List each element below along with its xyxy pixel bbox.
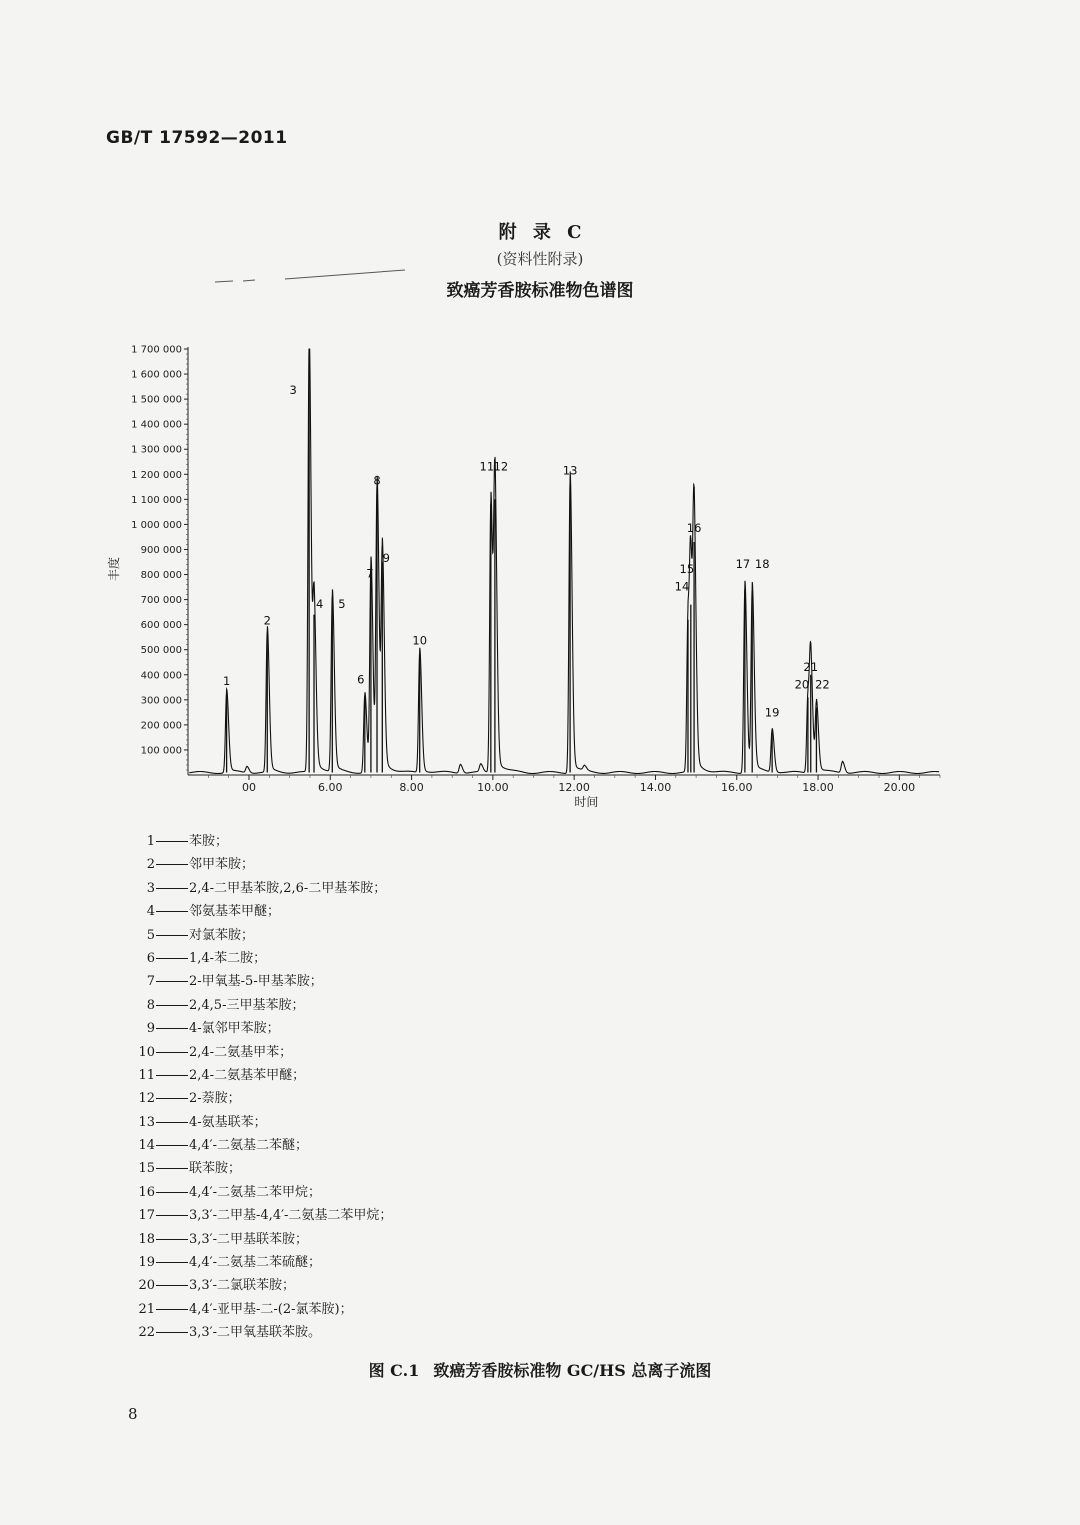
peak-label: 20 [794, 677, 810, 692]
peak-label: 13 [562, 463, 578, 478]
legend-compound-name: 2-甲氧基-5-甲基苯胺； [189, 974, 323, 990]
legend-item [138, 947, 392, 970]
y-tick-label: 1 000 000 [131, 519, 182, 531]
legend-compound-name: 1,4-苯二胺； [189, 950, 267, 966]
legend-dash [156, 864, 188, 865]
legend-dash [156, 958, 188, 959]
x-tick-label: 00 [241, 781, 256, 794]
chart-title: 致癌芳香胺标准物色谱图 [446, 281, 634, 301]
x-tick-label: 18.00 [802, 781, 834, 794]
legend-dash [156, 1005, 188, 1006]
peak-label: 11 [479, 459, 495, 474]
legend-dash [156, 1239, 188, 1240]
legend-item [138, 924, 392, 947]
legend-compound-name: 对氯苯胺； [189, 927, 255, 943]
y-tick-label: 300 000 [140, 695, 182, 707]
legend-compound-name: 4,4′-二氨基二苯醚； [189, 1138, 309, 1154]
legend-dash [156, 981, 188, 982]
legend-compound-name: 4-氨基联苯； [189, 1114, 267, 1130]
peak-label: 5 [338, 597, 346, 612]
legend-dash [156, 1309, 188, 1310]
legend-compound-name: 3,3′-二甲基-4,4′-二氨基二苯甲烷； [189, 1208, 393, 1224]
peak-label: 21 [803, 659, 819, 674]
legend-number: 18 [138, 1231, 155, 1247]
y-tick-label: 1 200 000 [131, 469, 182, 481]
legend-compound-name: 3,3′-二甲氧基联苯胺。 [189, 1325, 322, 1341]
legend-compound-name: 联苯胺； [189, 1161, 242, 1177]
x-tick-label: 20.00 [883, 781, 916, 794]
peak-label: 9 [382, 551, 390, 565]
legend-number: 20 [138, 1278, 155, 1294]
legend-dash [156, 1332, 188, 1333]
legend-item [138, 1204, 392, 1227]
figure-caption-text: 致癌芳香胺标准物 GC/HS 总离子流图 [433, 1361, 712, 1380]
page-number: 8 [128, 1405, 138, 1423]
y-tick-label: 500 000 [140, 645, 182, 657]
legend-dash [156, 1145, 188, 1146]
legend-number: 13 [138, 1114, 155, 1130]
legend-dash [156, 1168, 188, 1169]
x-tick-label: 8.00 [399, 781, 424, 794]
legend-number: 8 [146, 997, 155, 1013]
peak-label: 8 [373, 473, 381, 488]
legend-compound-name: 2,4,5-三甲基苯胺； [189, 997, 305, 1013]
peak-label: 10 [412, 633, 428, 648]
peak-label: 19 [764, 705, 780, 720]
legend-dash [156, 935, 188, 936]
standard-number: GB/T 17592—2011 [106, 128, 288, 148]
legend-compound-name: 3,3′-二甲基联苯胺； [189, 1231, 309, 1247]
x-tick-label: 12.00 [558, 781, 590, 794]
legend-item [138, 1228, 392, 1251]
legend-number: 3 [146, 880, 155, 896]
y-axis-label: 丰度 [107, 556, 121, 582]
legend-number: 14 [138, 1138, 155, 1154]
legend-item [138, 1111, 392, 1134]
legend-compound-name: 2-萘胺； [189, 1091, 241, 1107]
legend-compound-name: 3,3′-二氯联苯胺； [189, 1278, 296, 1294]
legend-item [138, 1251, 392, 1274]
legend-item [138, 1041, 392, 1064]
legend-compound-name: 4-氯邻甲苯胺； [189, 1021, 280, 1037]
legend-item [138, 1064, 392, 1087]
legend-item [138, 877, 392, 900]
legend-dash [156, 1028, 188, 1029]
legend-dash [156, 1192, 188, 1193]
legend-number: 9 [146, 1021, 155, 1037]
peak-label: 18 [754, 557, 770, 572]
legend-compound-name: 4,4′-二氨基二苯硫醚； [189, 1255, 322, 1271]
legend-dash [156, 911, 188, 912]
legend-compound-name: 苯胺； [189, 834, 229, 849]
peak-label: 12 [493, 459, 509, 474]
legend-number: 12 [138, 1091, 155, 1107]
legend-item [138, 1181, 392, 1204]
y-tick-label: 200 000 [140, 720, 182, 732]
legend-item [138, 1157, 392, 1180]
legend-compound-name: 2,4-二氨基苯甲醚； [189, 1067, 306, 1083]
y-tick-label: 600 000 [140, 620, 182, 632]
x-tick-label: 6.00 [318, 781, 343, 794]
peak-label: 7 [366, 566, 374, 581]
legend-item [138, 1321, 392, 1344]
legend-item [138, 1087, 392, 1110]
legend-dash [156, 1285, 188, 1286]
legend-number: 19 [138, 1255, 155, 1271]
y-tick-label: 1 600 000 [131, 369, 182, 381]
legend-number: 17 [138, 1208, 155, 1224]
legend-item [138, 1298, 392, 1321]
legend-number: 15 [138, 1161, 155, 1177]
chromatogram-trace [189, 349, 939, 774]
legend-item [138, 1134, 392, 1157]
y-tick-label: 1 300 000 [131, 444, 182, 456]
legend-number: 16 [138, 1184, 155, 1200]
legend-compound-name: 邻甲苯胺； [189, 857, 255, 873]
y-tick-label: 1 700 000 [131, 344, 182, 356]
legend-number: 11 [138, 1067, 155, 1083]
y-tick-label: 700 000 [140, 595, 182, 607]
x-tick-label: 10.00 [477, 781, 509, 794]
legend-dash [156, 888, 188, 889]
y-tick-label: 400 000 [140, 670, 182, 682]
legend-number: 5 [146, 927, 155, 943]
legend-item [138, 994, 392, 1017]
legend-compound-name: 2,4-二氨基甲苯； [189, 1044, 293, 1060]
peak-label: 15 [679, 562, 695, 577]
appendix-note: (资料性附录) [496, 250, 584, 268]
y-tick-label: 1 100 000 [131, 494, 182, 506]
peak-label: 16 [686, 520, 702, 535]
figure-caption [0, 1358, 1080, 1381]
legend-number: 2 [146, 857, 155, 873]
y-tick-label: 1 400 000 [131, 419, 182, 431]
y-tick-label: 800 000 [140, 570, 182, 582]
legend-dash [156, 1052, 188, 1053]
legend-number: 6 [146, 950, 155, 966]
peak-label: 22 [815, 677, 830, 692]
peak-label: 4 [316, 597, 324, 612]
legend-dash [156, 1215, 188, 1216]
legend-number: 1 [146, 834, 155, 849]
legend-item [138, 900, 392, 923]
legend-item [138, 830, 392, 853]
legend-item [138, 853, 392, 876]
legend-dash [156, 841, 188, 842]
legend-compound-name: 4,4′-亚甲基-二-(2-氯苯胺)； [189, 1301, 353, 1317]
legend-dash [156, 1262, 188, 1263]
x-axis-label: 时间 [574, 795, 599, 809]
legend-compound-name: 2,4-二甲基苯胺,2,6-二甲基苯胺； [189, 880, 387, 896]
legend-item [138, 1274, 392, 1297]
peak-legend [138, 830, 392, 1345]
appendix-title: 附 录 C [498, 222, 582, 243]
figure-number: 图 C.1 [368, 1361, 420, 1380]
x-tick-label: 14.00 [639, 781, 672, 794]
x-tick-label: 16.00 [721, 781, 753, 794]
y-tick-label: 100 000 [140, 745, 182, 757]
peak-label: 3 [289, 383, 297, 398]
legend-number: 10 [138, 1044, 155, 1060]
legend-item [138, 970, 392, 993]
legend-number: 7 [146, 974, 155, 990]
y-tick-label: 1 500 000 [131, 394, 182, 406]
peak-label: 14 [674, 579, 690, 594]
peak-label: 1 [222, 673, 231, 688]
legend-number: 4 [146, 904, 155, 920]
legend-dash [156, 1122, 188, 1123]
y-tick-label: 900 000 [140, 544, 182, 556]
legend-compound-name: 4,4′-二氨基二苯甲烷； [189, 1184, 322, 1200]
peak-label: 2 [263, 613, 271, 628]
legend-number: 21 [138, 1301, 155, 1317]
peak-label: 6 [357, 672, 365, 687]
peak-label: 17 [735, 557, 751, 572]
legend-dash [156, 1098, 188, 1099]
legend-item [138, 1017, 392, 1040]
legend-compound-name: 邻氨基苯甲醚； [189, 904, 281, 920]
chromatogram-chart [100, 335, 960, 815]
legend-dash [156, 1075, 188, 1076]
legend-number: 22 [138, 1325, 155, 1341]
